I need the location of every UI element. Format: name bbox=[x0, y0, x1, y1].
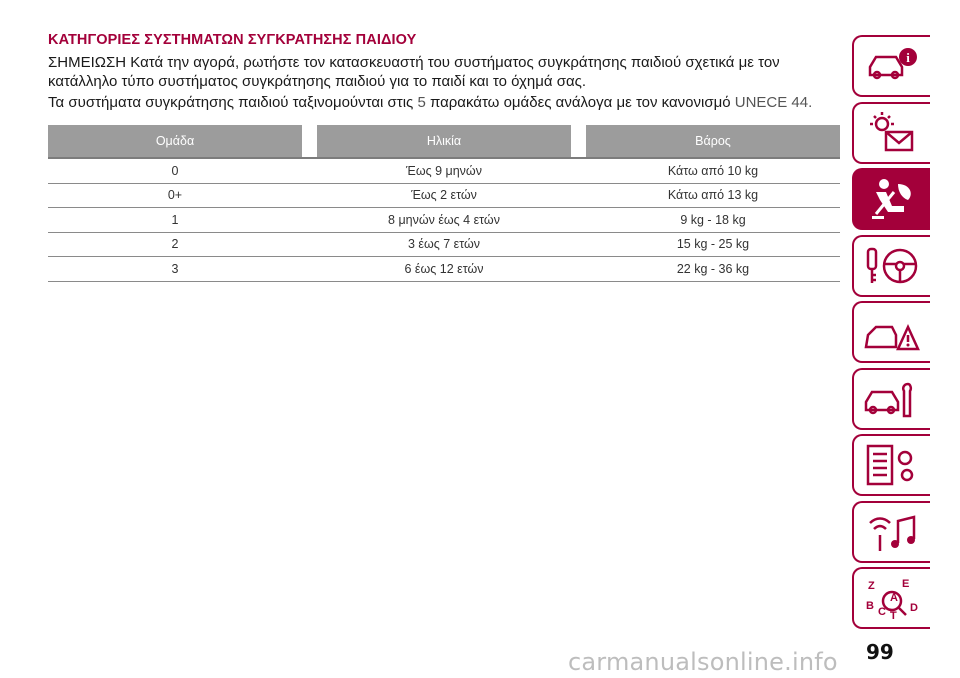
classification-paragraph bbox=[48, 93, 838, 112]
cell-weight: 15 kg - 25 kg bbox=[676, 237, 750, 252]
alphabetical-index-icon bbox=[862, 575, 922, 621]
svg-text:T: T bbox=[890, 610, 897, 621]
svg-text:Z: Z bbox=[868, 580, 875, 592]
child-restraint-table bbox=[48, 125, 840, 282]
header-weight: Βάρος bbox=[586, 125, 840, 157]
classification-middle: παρακάτω ομάδες ανάλογα με τον κανονισμό bbox=[429, 94, 731, 111]
table-header bbox=[48, 125, 840, 157]
multimedia-music-icon bbox=[862, 509, 922, 555]
tab-index[interactable] bbox=[852, 567, 930, 629]
table-row bbox=[48, 208, 840, 233]
tab-maintenance[interactable] bbox=[852, 368, 930, 430]
svg-text:A: A bbox=[890, 592, 898, 604]
table-row bbox=[48, 233, 840, 258]
seat-airbag-icon bbox=[862, 176, 922, 222]
section-title: ΚΑΤΗΓΟΡΙΕΣ ΣΥΣΤΗΜΑΤΩΝ ΣΥΓΚΡΑΤΗΣΗΣ ΠΑΙΔΙΟΥ bbox=[48, 32, 417, 48]
header-age: Ηλικία bbox=[317, 125, 571, 157]
watermark: carmanualsonline.info bbox=[568, 648, 838, 676]
svg-text:B: B bbox=[866, 600, 874, 612]
specifications-gears-icon bbox=[862, 442, 922, 488]
note-paragraph: ΣΗΜΕΙΩΣΗ Κατά την αγορά, ρωτήστε τον κατασκευαστή του συστήματος συγκράτησης παιδιού σχετικά με τον κατάλληλο τύπο συστήματος συγκράτησης παιδιού για το παιδί και το όχημά σας. bbox=[48, 54, 780, 90]
cell-group: 2 bbox=[171, 237, 179, 252]
tab-instrument-panel[interactable] bbox=[852, 102, 930, 164]
cell-group: 1 bbox=[171, 212, 179, 227]
page-number: 99 bbox=[866, 640, 894, 664]
svg-text:E: E bbox=[902, 578, 910, 590]
tab-starting-driving[interactable] bbox=[852, 235, 930, 297]
car-service-wrench-icon bbox=[862, 376, 922, 422]
tab-multimedia[interactable] bbox=[852, 501, 930, 563]
tab-vehicle-knowledge[interactable] bbox=[852, 35, 930, 97]
cell-age: Έως 2 ετών bbox=[411, 188, 477, 203]
tab-safety[interactable] bbox=[852, 168, 930, 230]
table-row bbox=[48, 257, 840, 282]
cell-group: 0 bbox=[171, 163, 179, 178]
cell-age: 6 έως 12 ετών bbox=[404, 261, 484, 276]
classification-regulation: UNECE 44. bbox=[734, 94, 813, 111]
key-steering-wheel-icon bbox=[862, 243, 922, 289]
accident-warning-icon bbox=[862, 309, 922, 355]
cell-group: 3 bbox=[171, 261, 179, 276]
header-group: Ομάδα bbox=[48, 125, 302, 157]
cell-age: Έως 9 μηνών bbox=[406, 163, 482, 178]
cell-weight: 22 kg - 36 kg bbox=[676, 261, 750, 276]
table-row bbox=[48, 184, 840, 209]
cell-group: 0+ bbox=[167, 188, 183, 203]
cell-age: 8 μηνών έως 4 ετών bbox=[388, 212, 500, 227]
cell-age: 3 έως 7 ετών bbox=[407, 237, 481, 252]
warning-lights-icon bbox=[862, 110, 922, 156]
cell-weight: Κάτω από 10 kg bbox=[667, 163, 759, 178]
chapter-tabs-sidebar bbox=[852, 35, 930, 634]
classification-number: 5 bbox=[417, 94, 426, 111]
classification-prefix: Τα συστήματα συγκράτησης παιδιού ταξινομούνται στις bbox=[48, 94, 414, 111]
table-row bbox=[48, 159, 840, 184]
cell-weight: Κάτω από 13 kg bbox=[667, 188, 759, 203]
tab-specifications[interactable] bbox=[852, 434, 930, 496]
car-info-icon bbox=[862, 43, 922, 89]
tab-emergency[interactable] bbox=[852, 301, 930, 363]
cell-weight: 9 kg - 18 kg bbox=[680, 212, 746, 227]
svg-text:i: i bbox=[906, 50, 910, 65]
svg-text:D: D bbox=[910, 602, 918, 614]
svg-text:C: C bbox=[878, 606, 886, 618]
